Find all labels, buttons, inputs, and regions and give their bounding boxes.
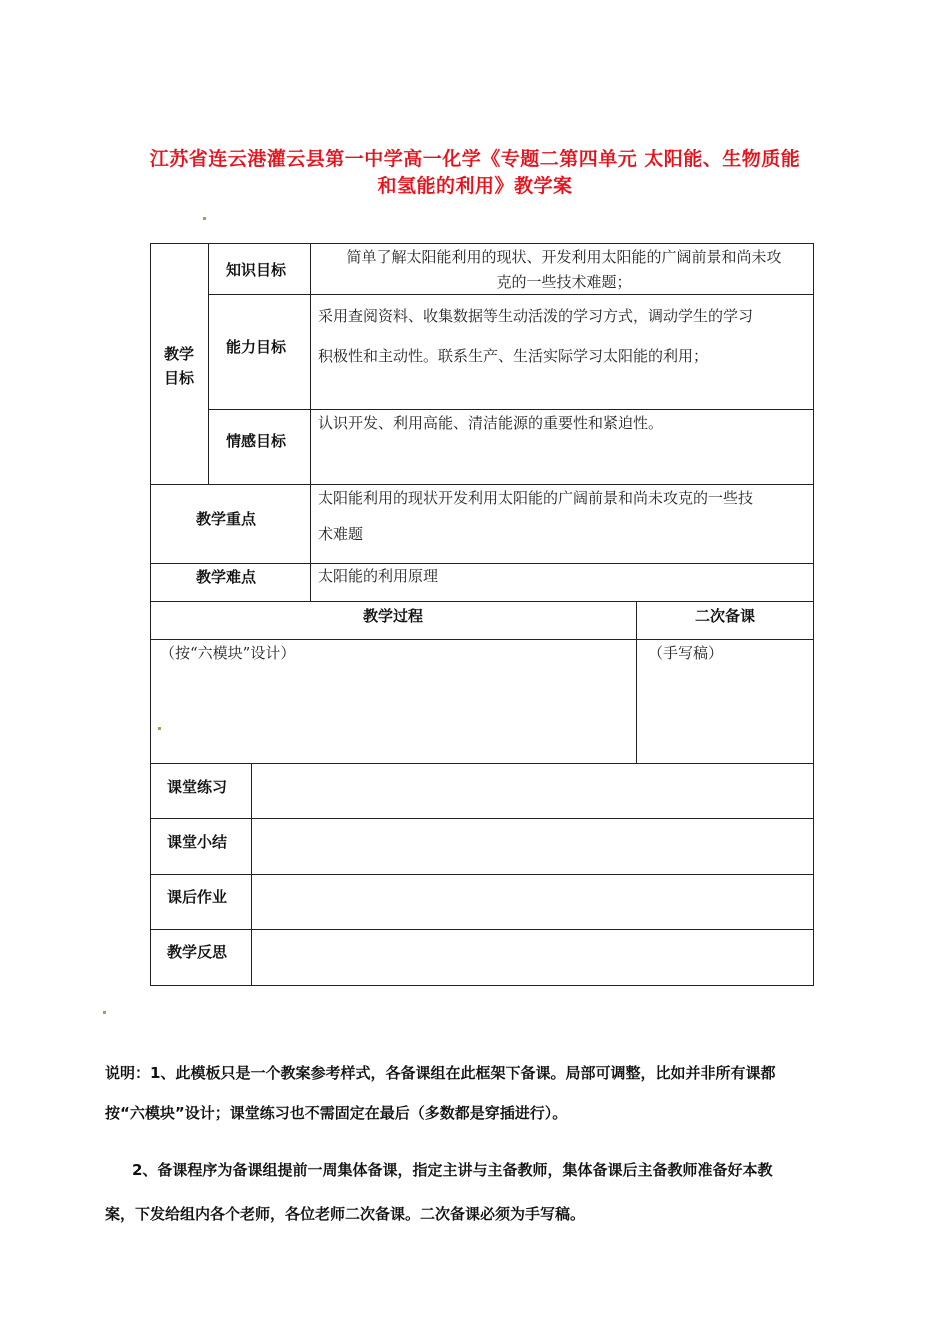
emotion-objective-text: 认识开发、利用高能、清洁能源的重要性和紧迫性。 [318,414,664,432]
second-prep-note: （手写稿） [648,644,724,662]
key-point-text: 太阳能利用的现状开发利用太阳能的广阔前景和尚未攻克的一些技 术难题 [318,489,754,543]
key-point-label: 教学重点 [196,510,257,528]
teaching-reflection-label: 教学反思 [167,943,228,961]
speck-mark [103,1011,106,1014]
second-prep-header: 二次备课 [694,607,755,625]
process-note: （按“六模块”设计） [160,644,296,662]
emotion-objective-label: 情感目标 [226,432,287,450]
objectives-group-label: 教学 目标 [164,345,195,387]
classroom-practice-label: 课堂练习 [167,778,228,796]
title-line-1: 江苏省连云港灌云县第一中学高一化学《专题二第四单元 太阳能、生物质能 [149,148,801,170]
ability-objective-text: 采用查阅资料、收集数据等生动活泼的学习方式，调动学生的学习 积极性和主动性。联系生产、生活实际学习太阳能的利用； [318,307,754,365]
knowledge-objective-text: 简单了解太阳能利用的现状、开发利用太阳能的广阔前景和尚未攻 克的一些技术难题； [346,248,782,291]
title-line-2: 和氢能的利用》教学案 [377,175,573,197]
speck-mark [203,217,206,220]
difficulty-text: 太阳能的利用原理 [318,567,439,585]
note-paragraph-2: 2、备课程序为备课组提前一周集体备课，指定主讲与主备教师，集体备课后主备教师准备好本教 案，下发给组内各个老师，各位老师二次备课。二次备课必须为手写稿。 [105,1161,773,1223]
note-paragraph-1: 说明：1、此模板只是一个教案参考样式，各备课组在此框架下备课。局部可调整，比如并非所有课都 按“六模块”设计；课堂练习也不需固定在最后（多数都是穿插进行）。 [105,1064,776,1122]
knowledge-objective-label: 知识目标 [226,261,287,279]
speck-mark [158,727,161,730]
homework-label: 课后作业 [167,888,228,906]
ability-objective-label: 能力目标 [226,338,287,356]
process-header: 教学过程 [362,607,423,625]
difficulty-label: 教学难点 [196,568,257,586]
classroom-summary-label: 课堂小结 [167,833,228,851]
document-title [80,146,870,200]
